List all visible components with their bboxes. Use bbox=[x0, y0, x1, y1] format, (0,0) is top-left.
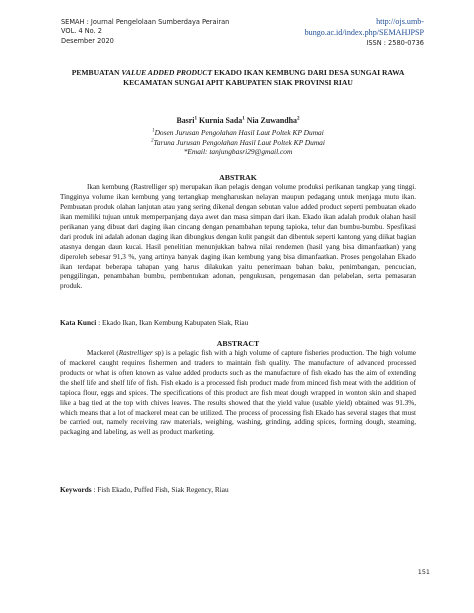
page-number: 151 bbox=[417, 568, 430, 576]
abstract-heading: ABSTRACT bbox=[216, 339, 260, 348]
affiliation-1 bbox=[60, 128, 416, 138]
abstrak-heading: ABSTRAK bbox=[219, 173, 257, 182]
author-2: Kurnia Sada bbox=[199, 116, 243, 125]
kata-kunci-value: : Ekado Ikan, Ikan Kembung Kabupaten Siak, Riau bbox=[96, 318, 249, 327]
journal-url-line1[interactable]: http://ojs.umb- bbox=[376, 17, 424, 26]
title-pre: PEMBUATAN bbox=[71, 68, 122, 77]
affiliation-2-mark: 2 bbox=[151, 138, 154, 144]
abstract-body bbox=[60, 349, 416, 438]
affiliations bbox=[60, 128, 416, 157]
keywords-label: Keywords bbox=[60, 485, 92, 494]
abstract-body-pre: Mackerel ( bbox=[87, 349, 119, 357]
keywords-value: : Fish Ekado, Puffed Fish, Siak Regency, Riau bbox=[91, 485, 229, 494]
author-1-affil: 1 bbox=[194, 115, 198, 122]
affiliation-2-text: Taruna Jurusan Pengolahan Hasil Laut Poltek KP Dumai bbox=[153, 137, 325, 147]
title-post: EKADO IKAN KEMBUNG DARI DESA SUNGAI RAWA KECAMATAN SUNGAI APIT KABUPATEN SIAK PROVINSI RIAU bbox=[123, 68, 405, 88]
kata-kunci bbox=[60, 318, 416, 327]
journal-header-right bbox=[305, 17, 424, 49]
contact-email: *Email: tanjungbasri29@gmail.com bbox=[183, 147, 293, 157]
journal-header-left bbox=[61, 18, 229, 46]
kata-kunci-label: Kata Kunci bbox=[60, 318, 97, 327]
author-3: Nia Zuwandha bbox=[246, 116, 297, 125]
volume-number: VOL. 4 No. 2 bbox=[61, 27, 102, 36]
abstract-body-italic: Rastrelliger bbox=[118, 349, 153, 357]
journal-name: SEMAH : Journal Pengelolaan Sumberdaya Perairan bbox=[61, 18, 230, 26]
keywords bbox=[60, 485, 416, 494]
paper-title bbox=[60, 68, 416, 88]
journal-url-line2[interactable]: bungo.ac.id/index.php/SEMAHJPSP bbox=[304, 27, 424, 37]
affiliation-1-mark: 1 bbox=[152, 128, 155, 134]
author-list bbox=[60, 116, 416, 125]
author-2-affil: 1 bbox=[242, 115, 245, 122]
affiliation-1-text: Dosen Jurusan Pengolahan Hasil Laut Poltek KP Dumai bbox=[154, 128, 324, 137]
title-italic: VALUE ADDED PRODUCT bbox=[121, 68, 213, 77]
issue-date: Desember 2020 bbox=[61, 36, 114, 45]
affiliation-2 bbox=[60, 138, 416, 148]
author-3-affil: 2 bbox=[296, 115, 300, 122]
author-1: Basri bbox=[176, 116, 195, 125]
abstrak-body: Ikan kembung (Rastrelliger sp) merupakan ikan pelagis dengan volume produksi perikanan tangkap yang tinggi. Tingginya volume ikan kembung yang tertangkap mengharuskan nelayan maupun pedagang untuk menjaga mutu ikan. Pembuatan produk olahan lanjutan atau yang sering dikenal dengan sebutan value added product seperti pembuatan ekado ikan memiliki tujuan untuk memperpanjang daya awet dan masa simpan dari ikan. Ekado ikan adalah produk olahan hasil perikanan yang dibuat dari daging ikan cincang dengan penambahan tepung tapioka, telur dan bumbu-bumbu. Spesfikasi dari produk ini adalah adonan daging ikan dibungkus dengan kulit pangsit dan dibentuk seperti kantong yang diikat bagian atasnya dengan daun kucai. Hasil penelitian menunjukkan bahwa nilai rendemen (hasil yang bisa dimanfaatkan) yang diperoleh sebesar 91,3 %, yang artinya banyak daging ikan kembung yang bisa dimanfaatkan. Proses pengolahan Ekado ikan terdapat beberapa tahapan yang harus dilakukan yaitu penerimaan bahan baku, penimbangan, pencucian, penggilingan, penambahan bumbu, pembentukan adonan, pengukusan, pengemasan dan pelabelan, serta pemasaran produk. bbox=[60, 183, 416, 291]
abstract-body-post: sp) is a pelagic fish with a high volume of capture fisheries production. The high volume of mackerel caught requires fishermen and traders to maintain fish quality. The manufacture of advanced processed products or what is often known as value added products such as the manufacture of fish ekado has the aim of extending the shelf life and shelf life of fish. Fish ekado is a processed fish product made from minced fish meat with the addition of tapioca flour, eggs and spices. The specifications of this product are fish meat dough wrapped in wonton skin and shaped like a bag tied at the top with chives leaves. The results showed that the yield value (usable yield) obtained was 91.3%, which means that a lot of mackerel meat can be utilized. The process of processing fish Ekado has several stages that must be carried out, namely receiving raw materials, weighing, washing, grinding, adding spices, forming dough, steaming, packaging and labeling, as well as product marketing. bbox=[60, 349, 417, 437]
issn: ISSN : 2580-0736 bbox=[366, 39, 424, 48]
